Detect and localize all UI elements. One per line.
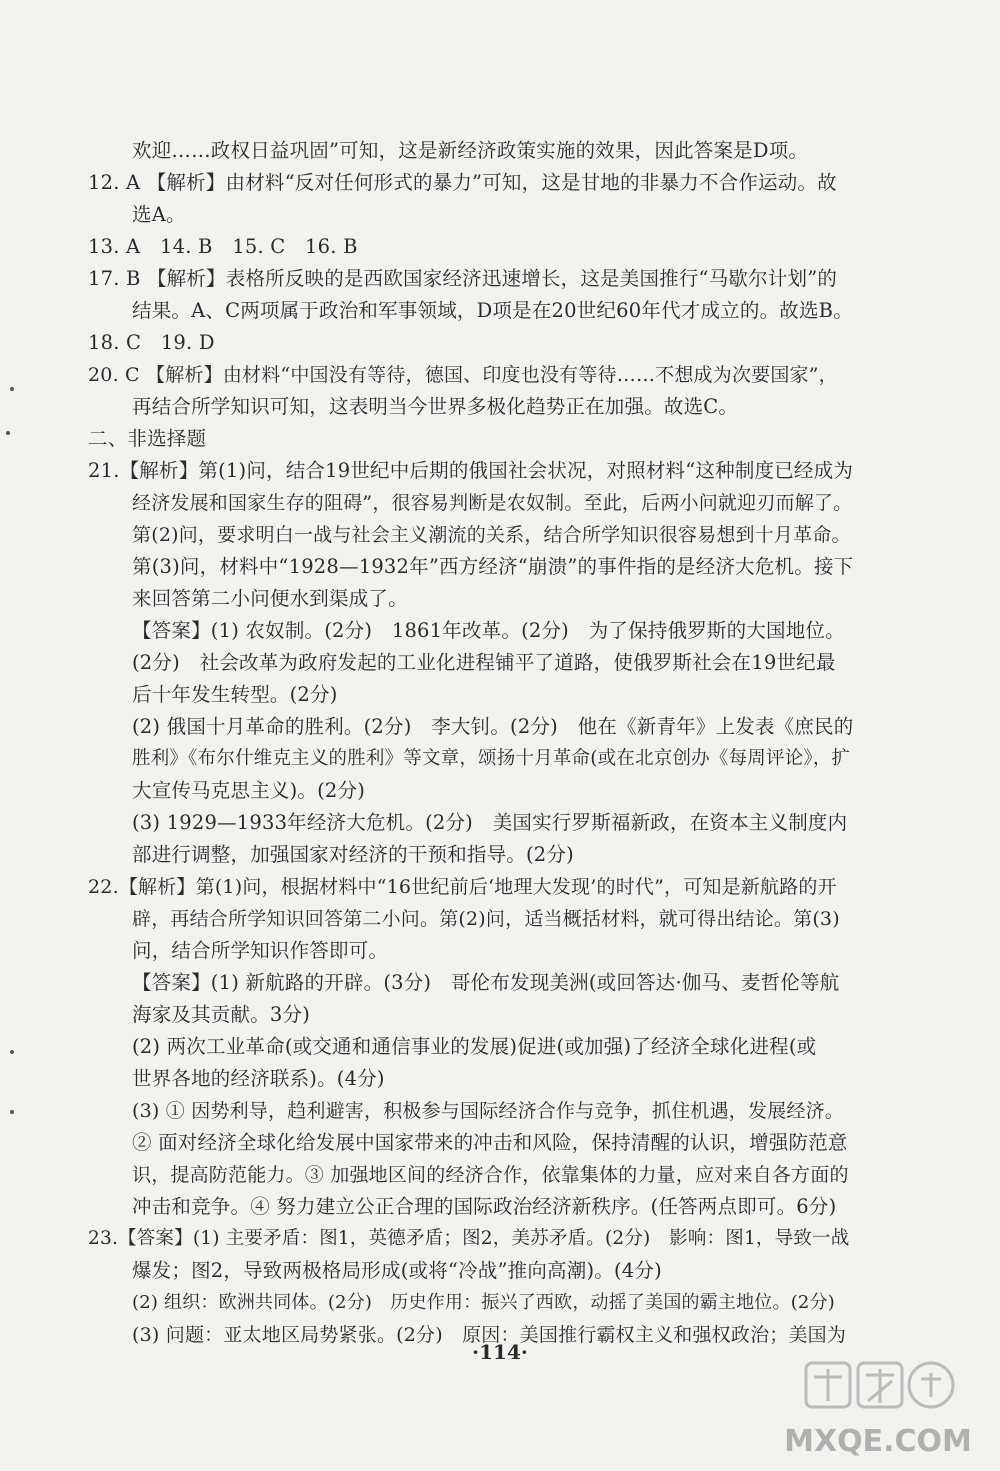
scan-speck <box>6 431 10 435</box>
text-line-l26: 问，结合所学知识作答即可。 <box>132 939 389 962</box>
text-line-l28: 海家及其贡献。3分) <box>132 1003 311 1026</box>
text-line-l07: 18. C 19. D <box>88 331 215 354</box>
text-line-l06: 结果。A、C两项属于政治和军事领域，D项是在20世纪60年代才成立的。故选B。 <box>132 299 853 322</box>
text-line-l12: 经济发展和国家生存的阻碍”，很容易判断是农奴制。至此，后两小问就迎刃而解了。 <box>132 492 853 514</box>
watermark-logo <box>766 1355 986 1465</box>
watermark-emblem-icon <box>806 1363 953 1407</box>
text-line-l19: (2) 俄国十月革命的胜利。(2分) 李大钊。(2分) 他在《新青年》上发表《庶民的 <box>132 715 854 738</box>
text-line-l14: 第(3)问，材料中“1928—1932年”西方经济“崩溃”的事件指的是经济大危机。接下 <box>132 555 854 578</box>
text-line-l16: 【答案】(1) 农奴制。(2分) 1861年改革。(2分) 为了保持俄罗斯的大国地位。 <box>132 619 845 642</box>
text-line-l09: 再结合所学知识可知，这表明当今世界多极化趋势正在加强。故选C。 <box>132 395 739 418</box>
text-line-l23: 部进行调整，加强国家对经济的干预和指导。(2分) <box>132 843 574 866</box>
text-line-l32: ② 面对经济全球化给发展中国家带来的冲击和风险，保持清醒的认识，增强防范意 <box>132 1131 848 1154</box>
scan-speck <box>10 1110 14 1114</box>
text-line-l11: 21.【解析】第(1)问，结合19世纪中后期的俄国社会状况，对照材料“这种制度已经成为 <box>88 459 854 482</box>
text-line-l15: 来回答第二小问便水到渠成了。 <box>132 587 408 610</box>
text-line-l08: 20. C 【解析】由材料“中国没有等待，德国、印度也没有等待……不想成为次要国家”， <box>88 364 838 386</box>
page-number: ·114· <box>472 1340 528 1364</box>
text-line-l22: (3) 1929—1933年经济大危机。(2分) 美国实行罗斯福新政，在资本主义制度内 <box>132 811 848 834</box>
text-line-l21: 大宣传马克思主义)。(2分) <box>132 779 366 802</box>
text-line-l38: (3) 问题：亚太地区局势紧张。(2分) 原因：美国推行霸权主义和强权政治；美国为 <box>132 1324 847 1346</box>
text-line-l24: 22.【解析】第(1)问，根据材料中“16世纪前后‘地理大发现’的时代”，可知是新航路的开 <box>88 876 837 898</box>
text-line-l29: (2) 两次工业革命(或交通和通信事业的发展)促进(或加强)了经济全球化进程(或 <box>132 1035 817 1058</box>
text-line-l17: (2分) 社会改革为政府发起的工业化进程铺平了道路，使俄罗斯社会在19世纪最 <box>132 651 836 674</box>
text-line-l10: 二、非选择题 <box>88 427 207 450</box>
text-line-l33: 识，提高防范能力。③ 加强地区间的经济合作，依靠集体的力量，应对来自各方面的 <box>132 1164 849 1186</box>
text-line-l02: 12. A 【解析】由材料“反对任何形式的暴力”可知，这是甘地的非暴力不合作运动。故 <box>88 171 837 194</box>
watermark-text: MXQE.COM <box>784 1424 972 1459</box>
text-line-l27: 【答案】(1) 新航路的开辟。(3分) 哥伦布发现美洲(或回答达·伽马、麦哲伦等航 <box>132 971 840 994</box>
text-line-l31: (3) ① 因势利导，趋利避害，积极参与国际经济合作与竞争，抓住机遇，发展经济。 <box>132 1100 844 1122</box>
text-line-l01: 欢迎……政权日益巩固”可知，这是新经济政策实施的效果，因此答案是D项。 <box>132 139 809 162</box>
text-line-l35: 23.【答案】(1) 主要矛盾：图1，英德矛盾；图2，美苏矛盾。(2分) 影响：图1，导致一战 <box>88 1228 850 1249</box>
text-line-l18: 后十年发生转型。(2分) <box>132 683 338 706</box>
answer-text-body <box>88 135 853 1351</box>
text-line-l05: 17. B 【解析】表格所反映的是西欧国家经济迅速增长，这是美国推行“马歇尔计划”的 <box>88 267 838 290</box>
text-line-l20: 胜利》《布尔什维克主义的胜利》等文章，颂扬十月革命(或在北京创办《每周评论》，扩 <box>132 748 851 769</box>
text-line-l30: 世界各地的经济联系)。(4分) <box>132 1067 385 1090</box>
scan-speck <box>10 1050 14 1054</box>
text-line-l03: 选A。 <box>132 203 186 226</box>
text-line-l36: 爆发；图2，导致两极格局形成(或将“冷战”推向高潮)。(4分) <box>132 1259 662 1282</box>
text-line-l04: 13. A 14. B 15. C 16. B <box>88 235 358 258</box>
text-line-l13: 第(2)问，要求明白一战与社会主义潮流的关系，结合所学知识很容易想到十月革命。 <box>132 524 851 546</box>
text-line-l34: 冲击和竞争。④ 努力建立公正合理的国际政治经济新秩序。(任答两点即可。6分) <box>132 1195 837 1218</box>
text-line-l25: 辟，再结合所学知识回答第二小问。第(2)问，适当概括材料，就可得出结论。第(3) <box>132 908 840 930</box>
text-line-l37: (2) 组织：欧洲共同体。(2分) 历史作用：振兴了西欧，动摇了美国的霸主地位。(2分) <box>132 1292 836 1313</box>
scan-speck <box>10 387 14 391</box>
